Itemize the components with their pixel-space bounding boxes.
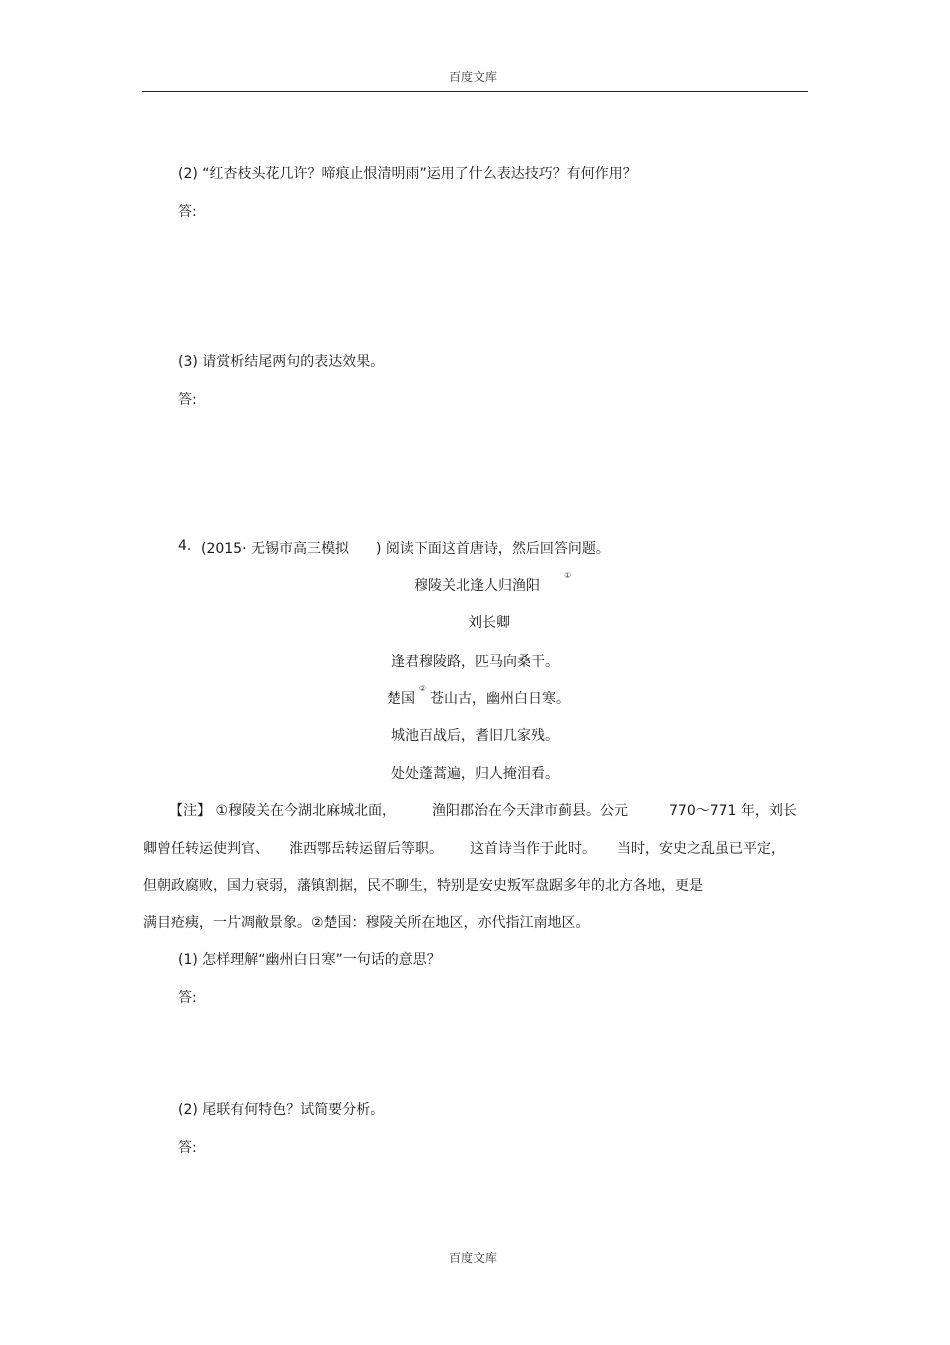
q4-instruction: ) 阅读下面这首唐诗，然后回答问题。	[376, 541, 610, 557]
note-line-2d: 当时，安史之乱虽已平定，	[617, 841, 785, 857]
q4-source: (2015· 无锡市高三模拟	[201, 541, 349, 557]
note-line-3: 但朝政腐败，国力衰弱，藩镇割据，民不聊生，特别是安史叛军盘踞多年的北方各地，更是	[143, 878, 703, 894]
note-line-1a: 【注】 ①穆陵关在今湖北麻城北面，	[169, 803, 397, 819]
note-line-2c: 这首诗当作于此时。	[470, 841, 596, 857]
q4-sub2-answer-label: 答:	[178, 1140, 197, 1156]
note-line-1c: 770～771 年，刘长	[669, 803, 797, 819]
q4-sub2-question: (2) 尾联有何特色？试简要分析。	[178, 1102, 385, 1118]
q3-sub3-answer-label: 答:	[178, 392, 197, 408]
poem-line-2a: 楚国	[387, 691, 415, 707]
q3-sub2-question: (2) “红杏枝头花几许？啼痕止恨清明雨”运用了什么表达技巧？有何作用？	[178, 166, 637, 182]
poem-line-1: 逢君穆陵路，匹马向桑干。	[391, 654, 559, 670]
note-line-4: 满目疮痍，一片凋敝景象。②楚国：穆陵关所在地区，亦代指江南地区。	[143, 915, 590, 931]
page-header: 百度文库	[449, 70, 498, 84]
poem-line-2b: 苍山古，幽州白日寒。	[430, 691, 570, 707]
note-line-2b: 淮西鄂岳转运留后等职。	[289, 841, 443, 857]
page-footer: 百度文库	[449, 1251, 498, 1265]
note-line-1b: 渔阳郡治在今天津市蓟县。公元	[432, 803, 628, 819]
note-line-2a: 卿曾任转运使判官、	[143, 841, 269, 857]
q4-sub1-answer-label: 答:	[178, 990, 197, 1006]
poem-line-4: 处处蓬蒿遍，归人掩泪看。	[391, 766, 559, 782]
poem-title-footnote-mark: ①	[564, 571, 572, 580]
poem-author: 刘长卿	[468, 615, 510, 631]
header-rule	[142, 91, 808, 92]
q3-sub3-question: (3) 请赏析结尾两句的表达效果。	[178, 354, 385, 370]
poem-title: 穆陵关北逢人归渔阳	[414, 578, 540, 594]
q4-sub1-question: (1) 怎样理解“幽州白日寒”一句话的意思？	[178, 952, 441, 968]
poem-line-2-footnote-mark: ②	[419, 684, 427, 693]
q4-number: 4.	[178, 538, 192, 554]
q3-sub2-answer-label: 答:	[178, 204, 197, 220]
poem-line-3: 城池百战后，耆旧几家残。	[391, 728, 559, 744]
